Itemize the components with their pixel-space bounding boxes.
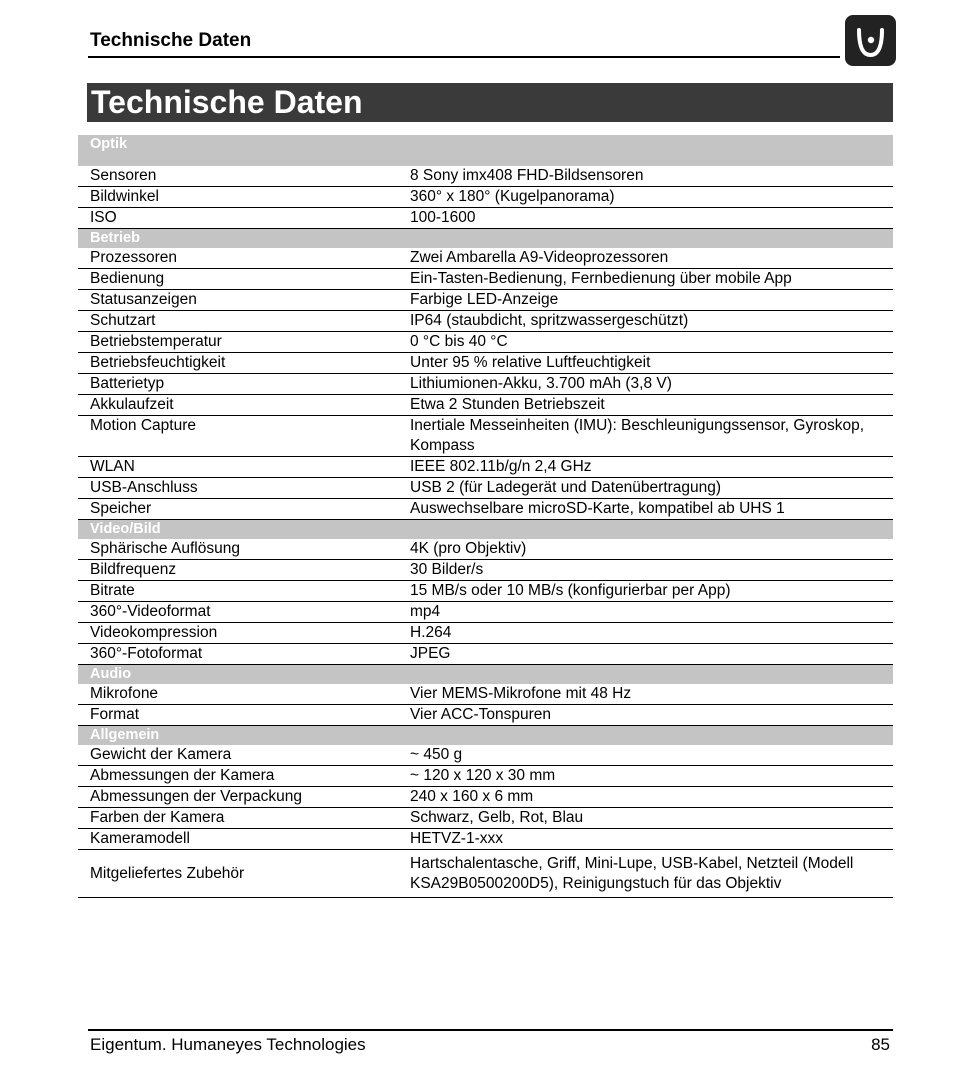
spec-value: ~ 450 g [399, 745, 893, 766]
spec-value: 360° x 180° (Kugelpanorama) [399, 187, 893, 208]
spec-row [78, 766, 893, 787]
spec-row [78, 829, 893, 850]
category-row [78, 229, 893, 249]
spec-table [78, 135, 893, 898]
spec-key: Speicher [78, 499, 399, 520]
spec-value: IP64 (staubdicht, spritzwassergeschützt) [399, 311, 893, 332]
spec-value: USB 2 (für Ladegerät und Datenübertragung) [399, 478, 893, 499]
spec-row [78, 705, 893, 726]
humaneyes-logo-icon [845, 15, 896, 66]
category-label: Betrieb [78, 229, 893, 249]
spec-row [78, 395, 893, 416]
spec-value: Unter 95 % relative Luftfeuchtigkeit [399, 353, 893, 374]
spec-row [78, 602, 893, 623]
header-divider [88, 56, 840, 58]
spec-value: Inertiale Messeinheiten (IMU): Beschleunigungssensor, Gyroskop, Kompass [399, 416, 893, 457]
spec-value: H.264 [399, 623, 893, 644]
spec-key: 360°-Fotoformat [78, 644, 399, 665]
spec-key: Batterietyp [78, 374, 399, 395]
spec-row [78, 644, 893, 665]
spec-key: Prozessoren [78, 248, 399, 269]
category-label: Allgemein [78, 726, 893, 746]
spec-value: 15 MB/s oder 10 MB/s (konfigurierbar per App) [399, 581, 893, 602]
category-row [78, 726, 893, 746]
spec-row [78, 850, 893, 898]
spec-key: Statusanzeigen [78, 290, 399, 311]
spec-key: Bildfrequenz [78, 560, 399, 581]
category-row [78, 665, 893, 685]
spec-row [78, 745, 893, 766]
spec-value: IEEE 802.11b/g/n 2,4 GHz [399, 457, 893, 478]
spec-key: Videokompression [78, 623, 399, 644]
spec-value: Auswechselbare microSD-Karte, kompatibel ab UHS 1 [399, 499, 893, 520]
spec-key: Abmessungen der Kamera [78, 766, 399, 787]
spec-row [78, 787, 893, 808]
spec-row [78, 808, 893, 829]
spec-key: Mikrofone [78, 684, 399, 705]
spec-value: Ein-Tasten-Bedienung, Fernbedienung über mobile App [399, 269, 893, 290]
spec-value: Vier MEMS-Mikrofone mit 48 Hz [399, 684, 893, 705]
page-title: Technische Daten [87, 83, 893, 122]
spec-value: Farbige LED-Anzeige [399, 290, 893, 311]
spec-value: mp4 [399, 602, 893, 623]
category-label: Optik [78, 135, 893, 166]
spec-key: 360°-Videoformat [78, 602, 399, 623]
spec-key: ISO [78, 208, 399, 229]
category-label: Video/Bild [78, 520, 893, 540]
spec-value: JPEG [399, 644, 893, 665]
spec-value: 30 Bilder/s [399, 560, 893, 581]
spec-row [78, 416, 893, 457]
spec-row [78, 208, 893, 229]
spec-value: Lithiumionen-Akku, 3.700 mAh (3,8 V) [399, 374, 893, 395]
spec-row [78, 166, 893, 187]
category-row [78, 135, 893, 166]
page-number: 85 [871, 1035, 890, 1054]
spec-key: Bedienung [78, 269, 399, 290]
spec-row [78, 623, 893, 644]
spec-value: 8 Sony imx408 FHD-Bildsensoren [399, 166, 893, 187]
spec-key: Format [78, 705, 399, 726]
spec-row [78, 581, 893, 602]
spec-key: Schutzart [78, 311, 399, 332]
category-row [78, 520, 893, 540]
spec-key: Gewicht der Kamera [78, 745, 399, 766]
spec-value: Schwarz, Gelb, Rot, Blau [399, 808, 893, 829]
spec-key: Motion Capture [78, 416, 399, 457]
spec-row [78, 187, 893, 208]
spec-key: Bildwinkel [78, 187, 399, 208]
spec-value: ~ 120 x 120 x 30 mm [399, 766, 893, 787]
spec-row [78, 457, 893, 478]
spec-value: Vier ACC-Tonspuren [399, 705, 893, 726]
spec-row [78, 684, 893, 705]
spec-value: Zwei Ambarella A9-Videoprozessoren [399, 248, 893, 269]
spec-row [78, 499, 893, 520]
spec-row [78, 248, 893, 269]
spec-row [78, 560, 893, 581]
spec-key: USB-Anschluss [78, 478, 399, 499]
footer-owner: Eigentum. Humaneyes Technologies [90, 1035, 366, 1054]
spec-key: Bitrate [78, 581, 399, 602]
spec-row [78, 290, 893, 311]
spec-value: 100-1600 [399, 208, 893, 229]
spec-value: 240 x 160 x 6 mm [399, 787, 893, 808]
spec-row [78, 374, 893, 395]
spec-row [78, 332, 893, 353]
spec-key: Sensoren [78, 166, 399, 187]
spec-row [78, 539, 893, 560]
spec-row [78, 353, 893, 374]
spec-row [78, 478, 893, 499]
spec-key: WLAN [78, 457, 399, 478]
spec-value: 0 °C bis 40 °C [399, 332, 893, 353]
spec-key: Akkulaufzeit [78, 395, 399, 416]
spec-value: Etwa 2 Stunden Betriebszeit [399, 395, 893, 416]
spec-key: Betriebstemperatur [78, 332, 399, 353]
spec-row [78, 269, 893, 290]
footer-divider [88, 1029, 893, 1031]
spec-key: Abmessungen der Verpackung [78, 787, 399, 808]
spec-value: Hartschalentasche, Griff, Mini-Lupe, USB-Kabel, Netzteil (Modell KSA29B0500200D5), Reinigungstuch für das Objektiv [399, 850, 893, 898]
spec-key: Farben der Kamera [78, 808, 399, 829]
spec-key: Sphärische Auflösung [78, 539, 399, 560]
spec-value: 4K (pro Objektiv) [399, 539, 893, 560]
spec-key: Betriebsfeuchtigkeit [78, 353, 399, 374]
spec-key: Mitgeliefertes Zubehör [78, 850, 399, 898]
spec-key: Kameramodell [78, 829, 399, 850]
spec-row [78, 311, 893, 332]
spec-value: HETVZ-1-xxx [399, 829, 893, 850]
running-header-title: Technische Daten [90, 30, 252, 51]
category-label: Audio [78, 665, 893, 685]
